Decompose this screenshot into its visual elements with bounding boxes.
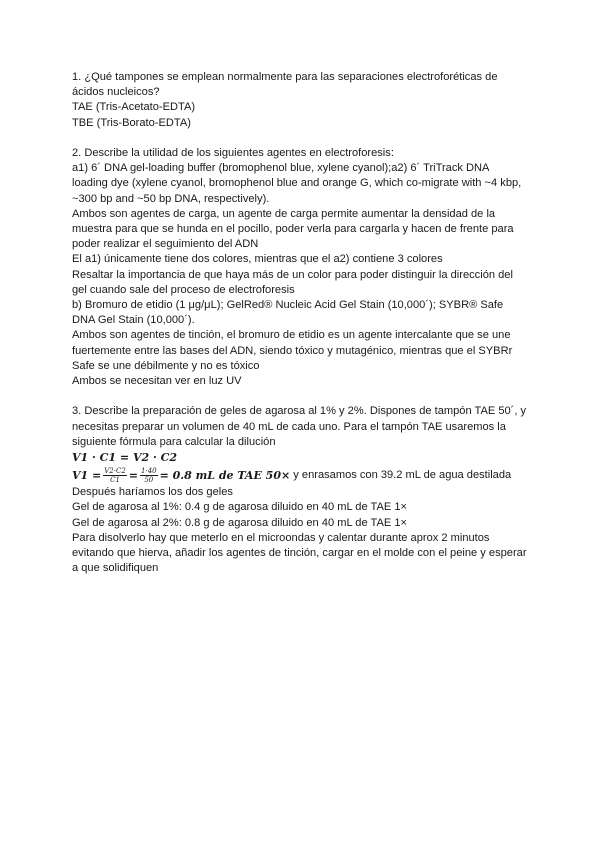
question-2 [72,146,542,389]
spacer [72,131,542,146]
q2-line: Ambos se necesitan ver en luz UV [72,375,242,388]
q2-line: a1) 6´ DNA gel-loading buffer (bromophenol blue, xylene cyanol);a2) 6´ TriTrack DNA [72,162,490,175]
document-body [72,70,542,576]
dilution-equation [72,465,542,485]
equation-equals: = [128,468,139,482]
q2-line: 2. Describe la utilidad de los siguientes agentes en electroforesis: [72,147,394,159]
q2-line: ~300 bp and ~50 bp DNA, respectively). [72,192,270,205]
question-3 [72,404,542,576]
q2-line: Resaltar la importancia de que haya más de un color para poder distinguir la dirección del [72,268,513,281]
q3-line: 3. Describe la preparación de geles de agarosa al 1% y 2%. Dispones de tampón TAE 50´, y [72,405,527,418]
equation-tail: y enrasamos con 39.2 mL de agua destilada [290,468,512,481]
question-1 [72,70,542,131]
q2-line: DNA Gel Stain (10,000´). [72,314,195,327]
q3-line: Después haríamos los dos geles [72,486,233,499]
q1-line: 1. ¿Qué tampones se emplean normalmente para las separaciones electroforéticas de [72,71,498,83]
fraction-denominator: 50 [144,475,154,484]
q2-line: loading dye (xylene cyanol, bromophenol blue and orange G, which co-migrate with ~4 kbp, [72,177,522,190]
q3-line: Para disolverlo hay que meterlo en el microondas y calentar durante aprox 2 minutos [72,531,490,544]
q2-line: Safe se une débilmente y no es tóxico [72,359,260,372]
q2-line: Ambos son agentes de tinción, el bromuro de etidio es un agente intercalante que se une [72,329,511,342]
fraction-denominator: C1 [110,475,120,484]
q1-line: ácidos nucleicos? [72,86,160,99]
q2-line: fuertemente entre las bases del ADN, siendo tóxico y mutagénico, mientras que el SYBRr [72,344,513,357]
q2-line: b) Bromuro de etidio (1 μg/μL); GelRed® Nucleic Acid Gel Stain (10,000´); SYBR® Safe [72,299,504,312]
spacer [72,389,542,404]
q3-line: Gel de agarosa al 2%: 0.8 g de agarosa diluido en 40 mL de TAE 1× [72,516,407,529]
q1-line: TAE (Tris-Acetato-EDTA) [72,101,196,114]
fraction-numeric [140,467,158,484]
q3-line: Gel de agarosa al 1%: 0.4 g de agarosa diluido en 40 mL de TAE 1× [72,501,407,514]
q2-line: poder realizar el seguimiento del ADN [72,238,259,251]
q3-line: evitando que hierva, añadir los agentes de tinción, cargar en el molde con el peine y esperar [72,547,527,560]
q3-line: a que solidifiquen [72,562,159,575]
dilution-formula: V1 · C1 = V2 · C2 [72,451,178,465]
q3-line: siguiente fórmula para calcular la dilución [72,435,276,448]
q2-line: Ambos son agentes de carga, un agente de carga permite aumentar la densidad de la [72,207,496,220]
equation-lhs: V1 = [72,468,102,482]
q3-line: necesitas preparar un volumen de 40 mL de cada uno. Para el tampón TAE usaremos la [72,420,506,433]
q2-line: muestra para que se hunda en el pocillo, poder verla para cargarla y hacen de frente para [72,223,514,236]
q2-line: gel cuando sale del proceso de electroforesis [72,283,295,296]
fraction-numerator: 1·40 [141,466,157,475]
fraction-symbolic [103,467,127,484]
equation-result: = 0.8 mL de TAE 50× [159,468,291,482]
fraction-numerator: V2·C2 [104,466,126,475]
q2-line: El a1) únicamente tiene dos colores, mientras que el a2) contiene 3 colores [72,253,443,266]
q1-line: TBE (Tris-Borato-EDTA) [72,116,191,129]
